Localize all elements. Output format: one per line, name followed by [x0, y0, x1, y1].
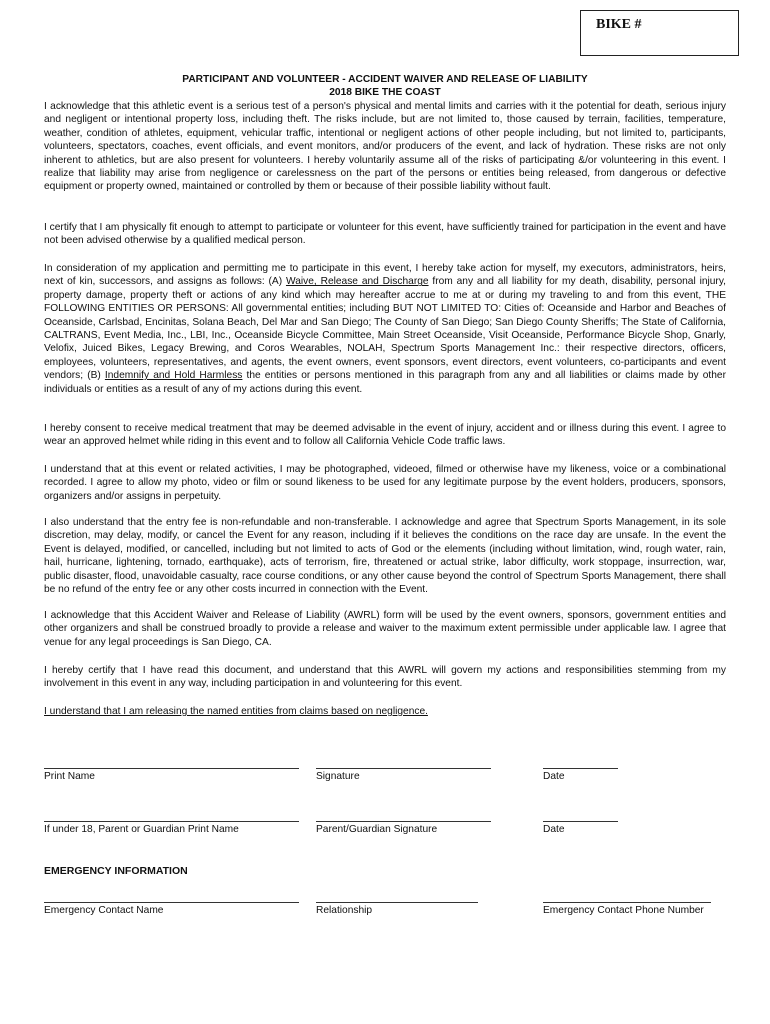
refund-policy-paragraph: I also understand that the entry fee is non-refundable and non-transferable. I acknowledge and agree that Spectrum Sports Management, in its sole discretion, may delay, modify, or cancel the Event for any reason, including if it believes the conditions on the race day are unsafe. In the event the Event is delayed, modified, or cancelled, including but not limited to acts of God or the elements (including without limitation, wind, rough water, rain, hail, hurricane, lightening, tornado, earthquake), acts of terrorism, fire, threatened or actual strike, labor difficulty, work stoppage, insurrection, war, public disaster, flood, unavoidable casualty, race course conditions, or any other cause beyond the control of Spectrum Sports Management, there shall be no refund of the entry fee or any other costs incurred in connection with the Event.	[44, 517, 726, 596]
bike-number-box[interactable]	[580, 10, 739, 56]
print-name-label: Print Name	[44, 771, 95, 782]
guardian-date-line[interactable]	[543, 821, 618, 822]
release-paragraph	[44, 262, 726, 396]
negligence-statement: I understand that I am releasing the named entities from claims based on negligence.	[44, 706, 428, 717]
medical-consent-paragraph: I hereby consent to receive medical treatment that may be deemed advisable in the event of injury, accident and or illness during this event. I agree to wear an approved helmet while riding in this event and to follow all California Vehicle Code traffic laws.	[44, 423, 726, 448]
signature-line[interactable]	[316, 768, 491, 769]
release-text-1: In consideration of my application and permitting me to participate in this event, I hereby take action for myself, my executors, administrators, heirs, next of kin, successors, and assigns as follows: (A)	[44, 263, 726, 288]
release-text-2: from any and all liability for my death, disability, personal injury, property damage, property theft or actions of any kind which may hereafter accrue to me at or during my traveling to and from this event, THE FOLLOWING ENTITIES OR PERSONS: All governmental entities; including BUT NOT LIMITED TO: Cities of: Oceanside and Harbor and Beaches of Oceanside, Carlsbad, Encinitas, Solana Beach, Del Mar and San Diego; The County of San Diego; San Diego County Sheriffs; The State of California, CALTRANS, Event Media, Inc., LBI, Inc., Oceanside Bicycle Committee, Main Street Oceanside, Visit Oceanside, Performance Bicycle Shop, Gnarly, Velofix, Juiced Bikes, Legacy Brewing, and Coros Wearables, NOLAH, Spectrum Sports Management Inc.: their respective directors, officers, employees, volunteers, representatives, and agents, the event owners, event sponsors, event directors, event volunteers, co-participants and event vendors; (B)	[44, 276, 726, 382]
risk-acknowledgement-paragraph: I acknowledge that this athletic event is a serious test of a person's physical and mental limits and carries with it the potential for death, serious injury and negligent or intentional property loss, including theft. The risks include, but are not limited to, those caused by terrain, facilities, temperature, weather, condition of athletes, equipment, vehicular traffic, intentional or negligent actions of other people including, but not limited to, participants, volunteers, spectators, coaches, event officials, and event monitors, and/or producers of the event, and lack of hydration. These risks are not only inherent to athletics, but are also present for volunteers. I hereby voluntarily assume all of the risks of participating &/or volunteering in this event. I realize that liability may arise from negligence or carelessness on the part of the persons or entities being released, from dangerous or defective equipment or property owned, maintained or controlled by them or because of their possible liability without fault.	[44, 101, 726, 193]
awrl-usage-paragraph: I acknowledge that this Accident Waiver and Release of Liability (AWRL) form will be used by the event owners, sponsors, government entities and other organizers and shall be construed broadly to provide a release and waiver to the maximum extent permissible under applicable law. I agree that venue for any legal proceedings is San Diego, CA.	[44, 610, 726, 648]
read-certification-paragraph: I hereby certify that I have read this document, and understand that this AWRL will govern my actions and responsibilities stemming from my involvement in this event in any way, including participation in and volunteering for this event.	[44, 665, 726, 690]
print-name-line[interactable]	[44, 768, 299, 769]
document-title: PARTICIPANT AND VOLUNTEER - ACCIDENT WAIVER AND RELEASE OF LIABILITY	[182, 74, 588, 85]
event-title: 2018 BIKE THE COAST	[329, 87, 441, 98]
fitness-certification-paragraph: I certify that I am physically fit enough to attempt to participate or volunteer for this event, have sufficiently trained for participation in the event and have not been advised otherwise by a qualified medical person.	[44, 222, 726, 247]
media-release-paragraph: I understand that at this event or related activities, I may be photographed, videoed, filmed or otherwise have my likeness, voice or a combinational recorded. I agree to allow my photo, video or film or sound likeness to be used for any legitimate purpose by the event holders, producers, sponsors, organizers and/or assigns in perpetuity.	[44, 464, 726, 502]
emergency-contact-name-label: Emergency Contact Name	[44, 905, 164, 916]
emergency-phone-label: Emergency Contact Phone Number	[543, 905, 704, 916]
relationship-line[interactable]	[316, 902, 478, 903]
guardian-signature-label: Parent/Guardian Signature	[316, 824, 438, 835]
guardian-print-name-line[interactable]	[44, 821, 299, 822]
signature-label: Signature	[316, 771, 360, 782]
guardian-signature-line[interactable]	[316, 821, 491, 822]
date-label: Date	[543, 771, 565, 782]
waive-release-discharge-phrase: Waive, Release and Discharge	[285, 276, 429, 288]
bike-number-label: BIKE #	[596, 17, 642, 32]
release-text-3: the entities or persons mentioned in this paragraph from any and all liabilities or claims made by other individuals or entities as a result of any of my actions during this event.	[44, 370, 726, 395]
guardian-print-name-label: If under 18, Parent or Guardian Print Name	[44, 824, 239, 835]
date-line[interactable]	[543, 768, 618, 769]
indemnify-hold-harmless-phrase: Indemnify and Hold Harmless	[104, 370, 243, 382]
emergency-contact-name-line[interactable]	[44, 902, 299, 903]
relationship-label: Relationship	[316, 905, 373, 916]
emergency-information-heading: EMERGENCY INFORMATION	[44, 865, 188, 877]
guardian-date-label: Date	[543, 824, 565, 835]
emergency-phone-line[interactable]	[543, 902, 711, 903]
